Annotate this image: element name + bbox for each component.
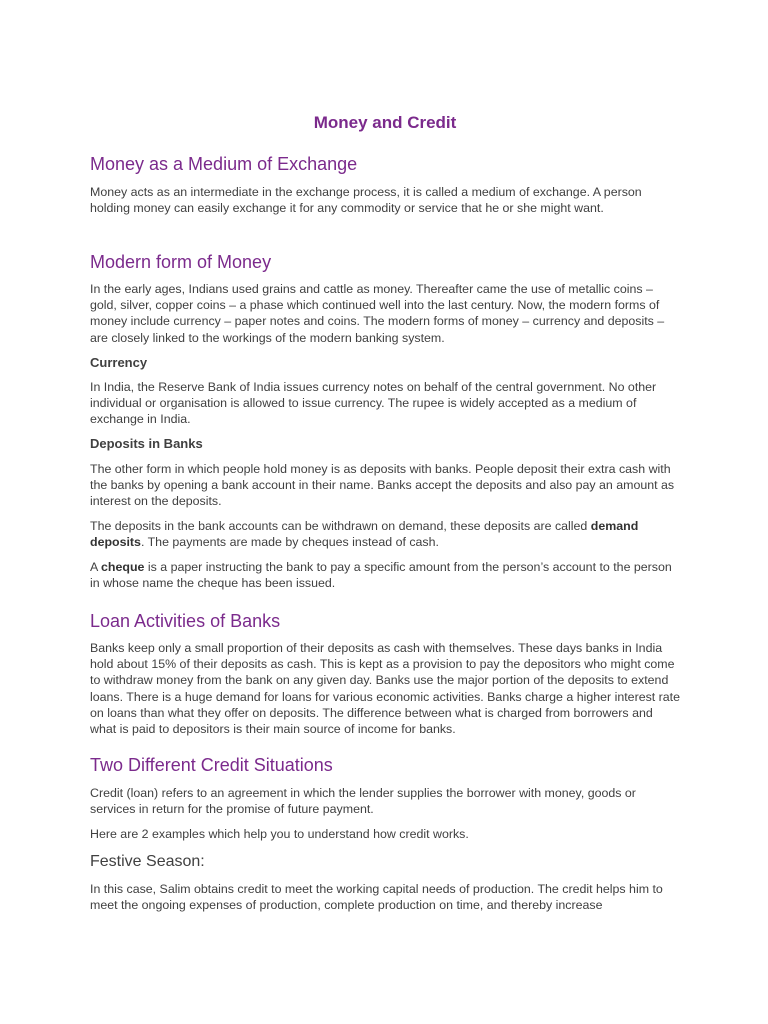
demand-deposits-text-after: . The payments are made by cheques instead of cash. <box>140 535 439 550</box>
paragraph-loan-activities: Banks keep only a small proportion of their deposits as cash with themselves. These days banks in India hold about 15% of their deposits as cash. This is kept as a provision to pay the depositors who might come to withdraw money from the bank on any given day. Banks use the major portion of the deposits to extend loans. There is a huge demand for loans for various economic activities. Banks charge a higher interest rate on loans than what they offer on deposits. The difference between what is charged from borrowers and what is paid to depositors is their main source of income for banks. <box>90 641 681 737</box>
section-heading-loan-activities: Loan Activities of Banks <box>90 611 281 631</box>
paragraph-demand-deposits <box>90 518 682 550</box>
section-heading-medium-of-exchange: Money as a Medium of Exchange <box>90 154 358 174</box>
subheading-deposits: Deposits in Banks <box>90 436 203 451</box>
section-heading-credit-situations: Two Different Credit Situations <box>90 755 333 775</box>
demand-deposits-term: demand deposits <box>90 519 639 550</box>
cheque-term: cheque <box>101 560 145 574</box>
cheque-text-before: A <box>90 560 102 574</box>
subheading-currency: Currency <box>90 355 148 370</box>
paragraph-festive-season: In this case, Salim obtains credit to meet the working capital needs of production. The credit helps him to meet the ongoing expenses of production, complete production on time, and thereby increase <box>90 882 663 913</box>
demand-deposits-text-before: The deposits in the bank accounts can be withdrawn on demand, these deposits are called <box>90 519 591 533</box>
paragraph-modern-money: In the early ages, Indians used grains and cattle as money. Thereafter came the use of metallic coins – gold, silver, copper coins – a phase which continued well into the last century. Now, the modern forms of money include currency – paper notes and coins. The modern forms of money – currency and deposits – are closely linked to the workings of the modern banking system. <box>90 282 665 345</box>
paragraph-currency: In India, the Reserve Bank of India issues currency notes on behalf of the central government. No other individual or organisation is allowed to issue currency. The rupee is widely accepted as a medium of exchange in India. <box>90 380 657 427</box>
section-heading-modern-money: Modern form of Money <box>90 252 272 272</box>
paragraph-medium-of-exchange: Money acts as an intermediate in the exchange process, it is called a medium of exchange. A person holding money can easily exchange it for any commodity or service that he or she might want. <box>90 185 642 216</box>
paragraph-cheque <box>90 559 682 591</box>
page-title: Money and Credit <box>313 113 457 132</box>
paragraph-credit-definition: Credit (loan) refers to an agreement in which the lender supplies the borrower with money, goods or services in return for the promise of future payment. <box>90 786 636 817</box>
paragraph-deposits: The other form in which people hold money is as deposits with banks. People deposit their extra cash with the banks by opening a bank account in their name. Banks accept the deposits and also pay an amount as interest on the deposits. <box>90 462 675 509</box>
paragraph-credit-examples: Here are 2 examples which help you to understand how credit works. <box>90 827 469 841</box>
subheading-festive-season: Festive Season: <box>90 853 205 870</box>
cheque-text-after: is a paper instructing the bank to pay a specific amount from the person’s account to the person in whose name the cheque has been issued. <box>90 560 672 591</box>
